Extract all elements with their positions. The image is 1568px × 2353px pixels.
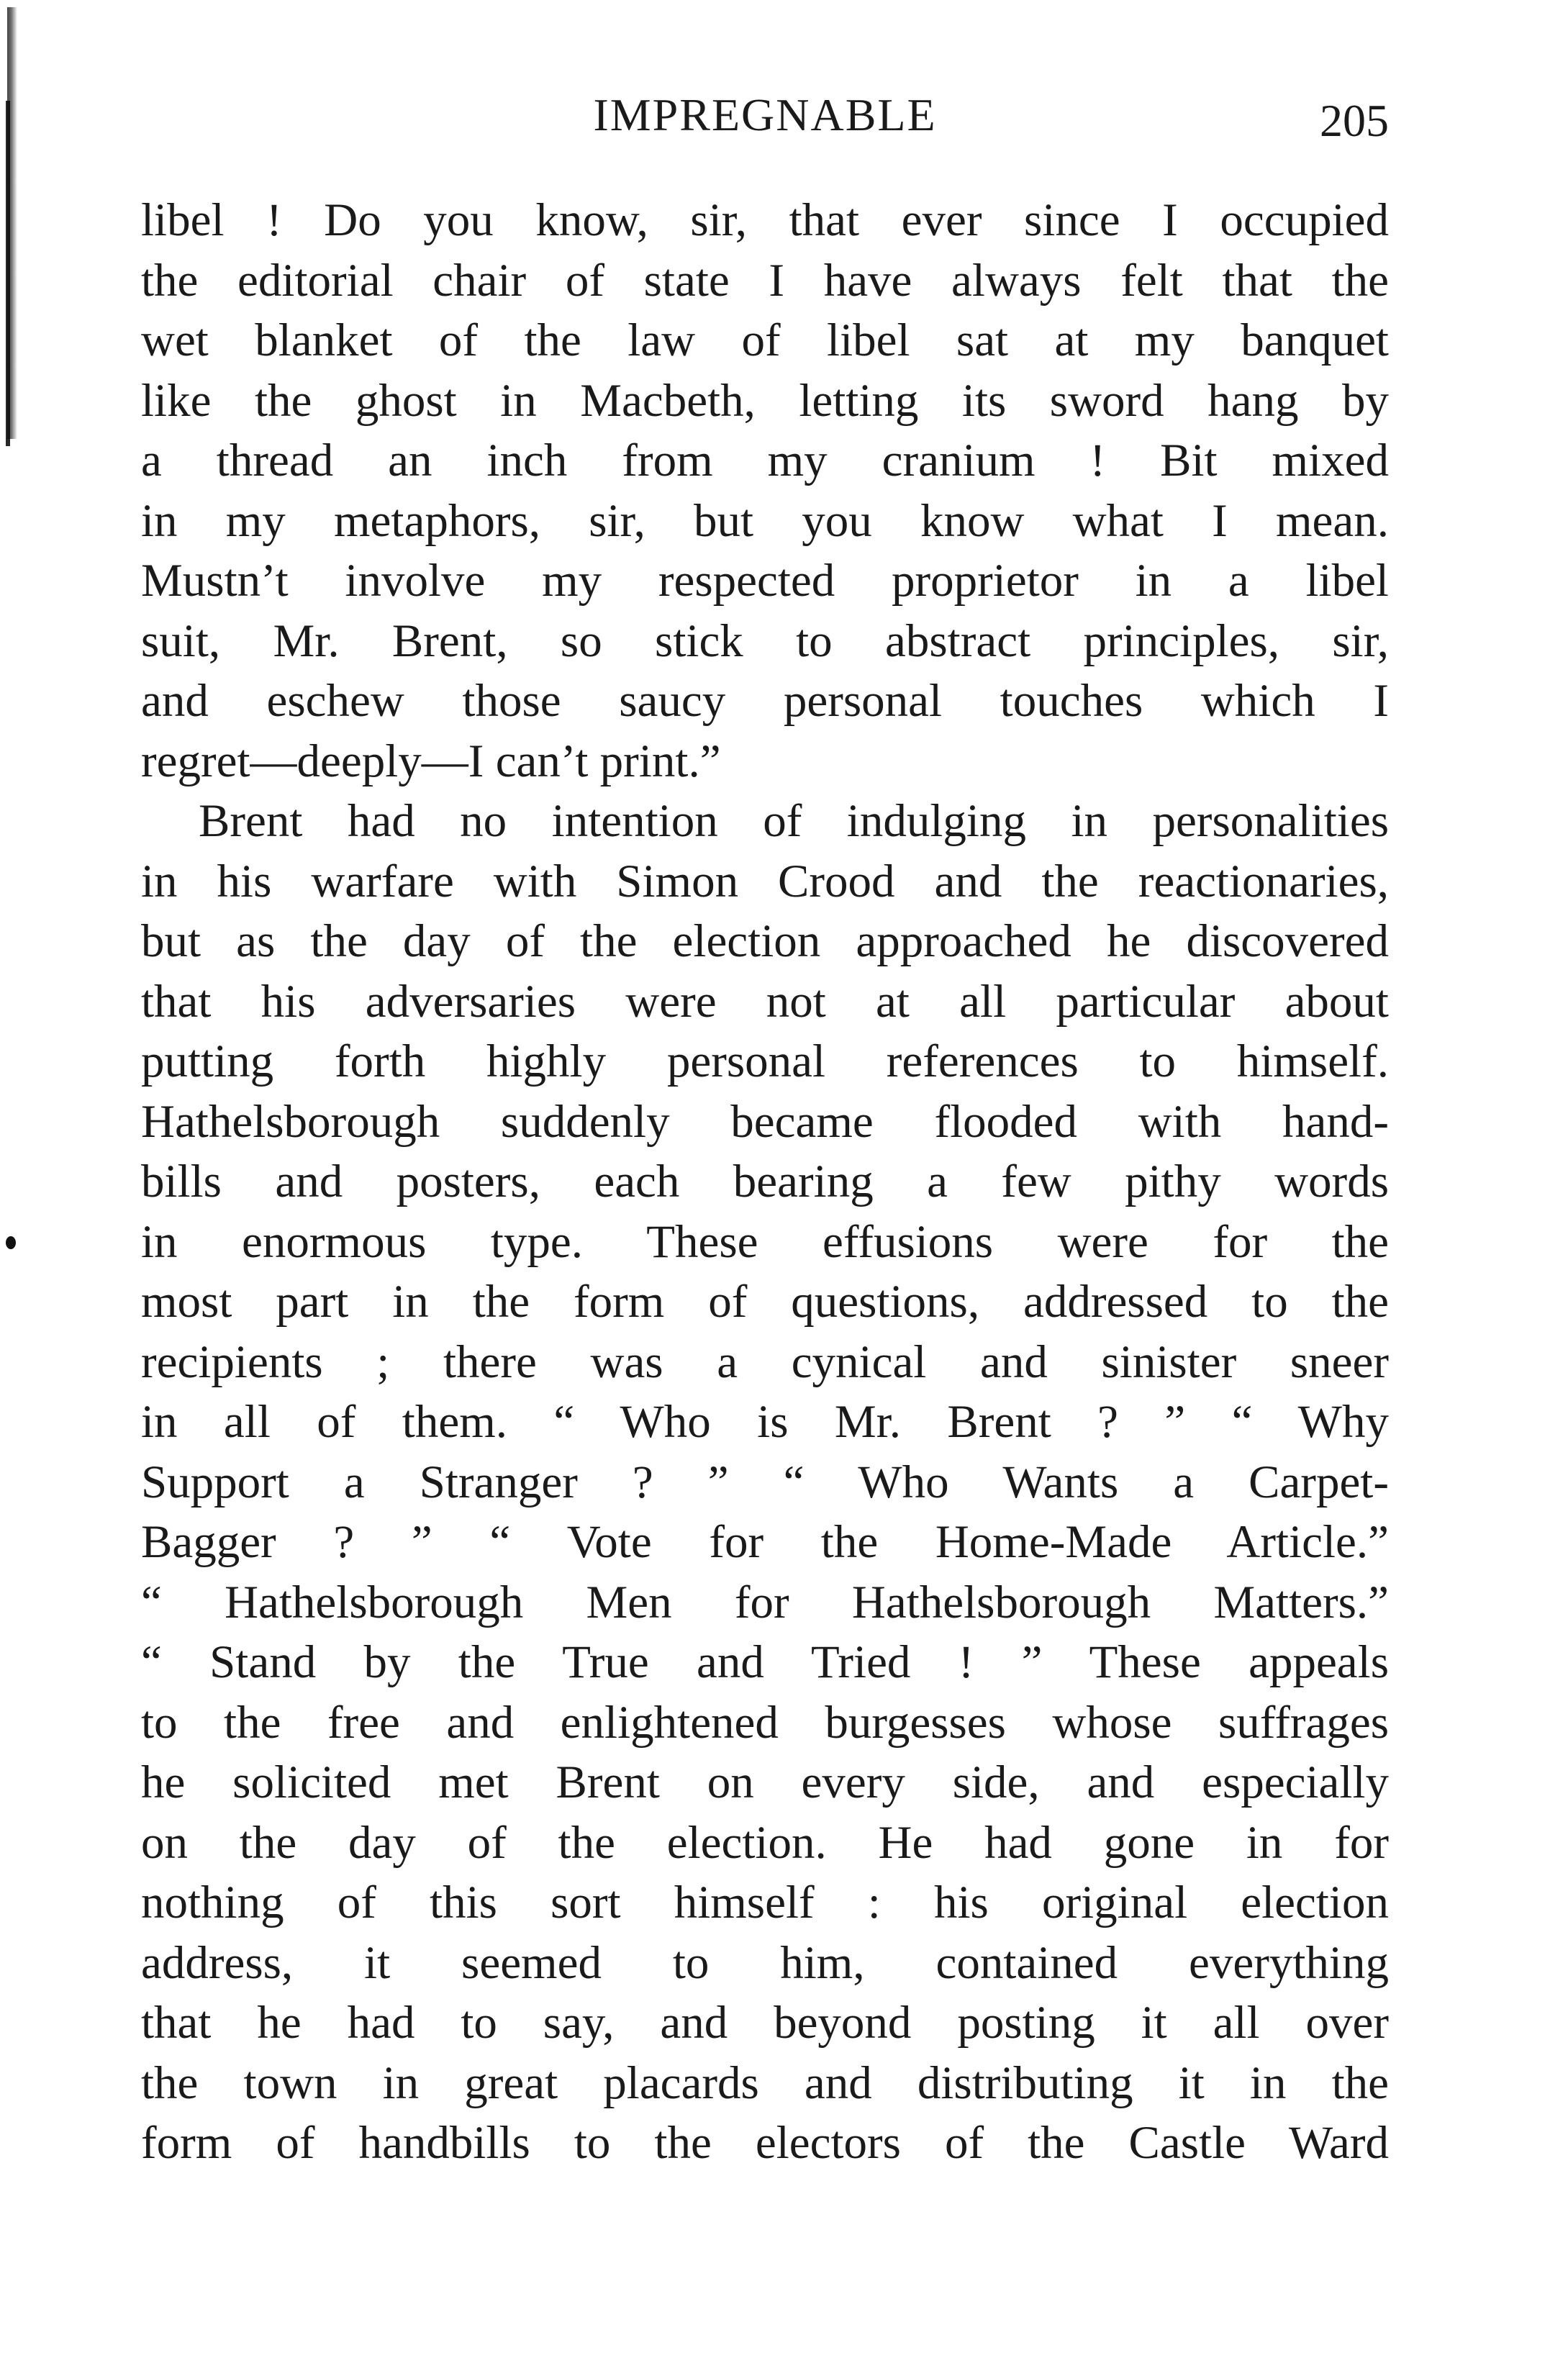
text-line: Brent had no intention of indulging in personalities (199, 795, 1389, 847)
running-head (141, 79, 1389, 151)
text-line: the town in great placards and distributing it in the (141, 2057, 1389, 2109)
text-line: in enormous type. These effusions were for the (141, 1215, 1389, 1268)
margin-mark (6, 1236, 16, 1249)
text-line: the editorial chair of state I have always felt that the (141, 254, 1389, 307)
text-line: putting forth highly personal references to himself. (141, 1035, 1389, 1087)
text-line: he solicited met Brent on every side, and especially (141, 1756, 1389, 1808)
text-line: wet blanket of the law of libel sat at my banquet (141, 314, 1389, 366)
binding-edge-line (6, 101, 10, 446)
text-line: on the day of the election. He had gone in for (141, 1816, 1389, 1869)
text-line: suit, Mr. Brent, so stick to abstract principles, sir, (141, 615, 1389, 667)
text-line: that he had to say, and beyond posting it all over (141, 1997, 1389, 2049)
text-line: Bagger ? ” “ Vote for the Home-Made Article.” (141, 1516, 1389, 1568)
text-line: Hathelsborough suddenly became flooded with hand- (141, 1095, 1389, 1148)
text-line: nothing of this sort himself : his original election (141, 1877, 1389, 1928)
text-line: that his adversaries were not at all particular about (141, 975, 1389, 1028)
text-line: address, it seemed to him, contained everything (141, 1936, 1389, 1989)
text-line: libel ! Do you know, sir, that ever since I occupied (141, 194, 1389, 246)
text-line: recipients ; there was a cynical and sinister sneer (141, 1336, 1389, 1388)
text-line: a thread an inch from my cranium ! Bit mixed (141, 435, 1389, 486)
body-text (141, 191, 1389, 2174)
text-line: Support a Stranger ? ” “ Who Wants a Carpet- (141, 1456, 1389, 1508)
running-title: IMPREGNABLE (593, 89, 937, 140)
text-line: “ Stand by the True and Tried ! ” These appeals (141, 1636, 1389, 1688)
text-line: to the free and enlightened burgesses whose suffrages (141, 1696, 1389, 1749)
text-line: regret—deeply—I can’t print.” (141, 735, 721, 787)
text-line: and eschew those saucy personal touches which I (141, 675, 1389, 727)
text-line: “ Hathelsborough Men for Hathelsborough Matters.” (141, 1576, 1389, 1628)
text-line: in his warfare with Simon Crood and the reactionaries, (141, 855, 1389, 907)
text-line: but as the day of the election approached he discovered (141, 915, 1389, 967)
text-line: form of handbills to the electors of the Castle Ward (141, 2117, 1389, 2169)
text-line: most part in the form of questions, addressed to the (141, 1276, 1389, 1328)
text-line: like the ghost in Macbeth, letting its sword hang by (141, 374, 1389, 427)
text-line: bills and posters, each bearing a few pithy words (141, 1156, 1389, 1207)
text-line: in my metaphors, sir, but you know what I mean. (141, 494, 1389, 547)
text-line: Mustn’t involve my respected proprietor in a libel (141, 555, 1389, 607)
page-number: 205 (1320, 95, 1389, 146)
text-line: in all of them. “ Who is Mr. Brent ? ” “ Why (141, 1396, 1389, 1448)
